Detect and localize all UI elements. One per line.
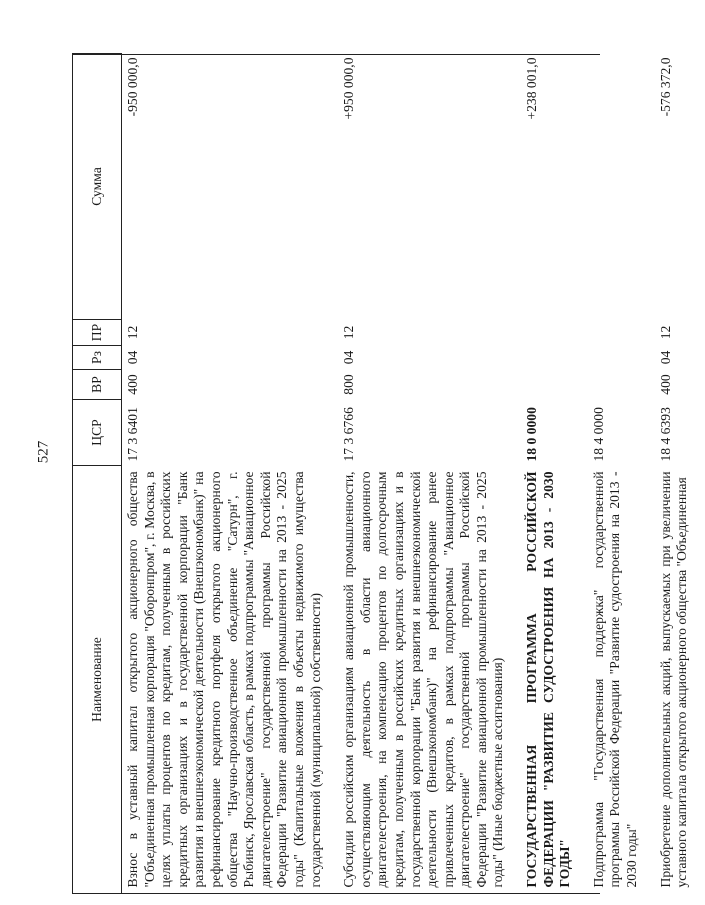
- table-row: [588, 54, 655, 894]
- table-row: [338, 54, 521, 894]
- row-sum: +950 000,0: [341, 57, 357, 120]
- row-name: ГОСУДАРСТВЕННАЯ ПРОГРАММА РОССИЙСКОЙ ФЕДЕРАЦИИ "РАЗВИТИЕ СУДОСТРОЕНИЯ НА 2013 - 2030 ГОДЫ": [524, 471, 573, 888]
- row-vr: 400: [125, 374, 140, 395]
- header-name: Наименование: [73, 466, 122, 894]
- row-rz: 04: [125, 350, 140, 365]
- row-rz: 04: [657, 350, 673, 365]
- row-rz: 04: [341, 350, 357, 365]
- row-rz: [588, 346, 655, 370]
- row-pr: 12: [657, 325, 673, 340]
- row-name: Взнос в уставный капитал открытого акционерного общества "Объединенная промышленная корпорация "Оборонпром", г. Москва, в целях уплаты процентов по кредитам, полученным в российских кредитных организациях и в государственной корпорации "Банк развития и внешнеэкономической деятельности (Внешэкономбанк)" на рефинансирование кредитного портфеля открытого акционерного общества "Научно-производственное объединение "Сатурн", г. Рыбинск, Ярославская область, в рамках подпрограммы "Авиационное двигателестроение" государственной программы Российской Федерации "Развитие авиационной промышленности на 2013 - 2025 годы" (Капитальные вложения в объекты недвижимого имущества государственной (муниципальной) собственности): [125, 471, 323, 888]
- header-rz: Рз: [73, 346, 122, 370]
- rotated-page: [72, 54, 690, 894]
- row-pr: 12: [341, 325, 357, 340]
- header-csr: ЦСР: [73, 400, 122, 466]
- page-number: 527: [35, 440, 52, 464]
- table-row: [521, 54, 588, 894]
- row-vr: [521, 370, 588, 400]
- row-csr: 17 3 6766: [341, 407, 357, 462]
- row-sum: [588, 54, 655, 320]
- row-name: Приобретение дополнительных акций, выпускаемых при увеличении уставного капитала открытого акционерного общества "Объединенная: [657, 471, 690, 888]
- table-row: [655, 54, 705, 894]
- row-pr: [521, 320, 588, 346]
- budget-table: [72, 53, 705, 894]
- row-csr: 18 4 0000: [590, 407, 606, 462]
- row-pr: [588, 320, 655, 346]
- row-name: Подпрограмма "Государственная поддержка" государственной программы Российской Федерации "Развитие судостроения на 2013 - 2030 годы": [590, 471, 640, 888]
- row-vr: 400: [657, 374, 673, 395]
- row-name: Субсидии российским организациям авиационной промышленности, осуществляющим деятельность в области авиационного двигателестроения, на компенсацию процентов по долгосрочным кредитам, полученным в российских кредитных организациях и в государственной корпорации "Банк развития и внешнеэкономической деятельности (Внешэкономбанк)" на рефинансирование ранее привлеченных кредитов, в рамках подпрограммы "Авиационное двигателестроение" государственной программы Российской Федерации "Развитие авиационной промышленности на 2013 - 2025 годы" (Иные бюджетные ассигнования): [341, 471, 506, 888]
- row-vr: 800: [341, 374, 357, 395]
- table-row: [122, 54, 339, 894]
- row-csr: 18 4 6393: [657, 407, 673, 462]
- row-rz: [521, 346, 588, 370]
- row-pr: 12: [125, 325, 140, 340]
- header-sum: Сумма: [73, 54, 122, 320]
- row-csr: 18 0 0000: [524, 407, 540, 462]
- row-sum: -950 000,0: [125, 57, 140, 117]
- row-sum: +238 001,0: [524, 57, 540, 120]
- header-pr: ПР: [73, 320, 122, 346]
- header-vr: ВР: [73, 370, 122, 400]
- row-csr: 17 3 6401: [125, 407, 140, 462]
- table-header-row: [73, 54, 122, 894]
- row-vr: [588, 370, 655, 400]
- row-sum: -576 372,0: [657, 57, 673, 117]
